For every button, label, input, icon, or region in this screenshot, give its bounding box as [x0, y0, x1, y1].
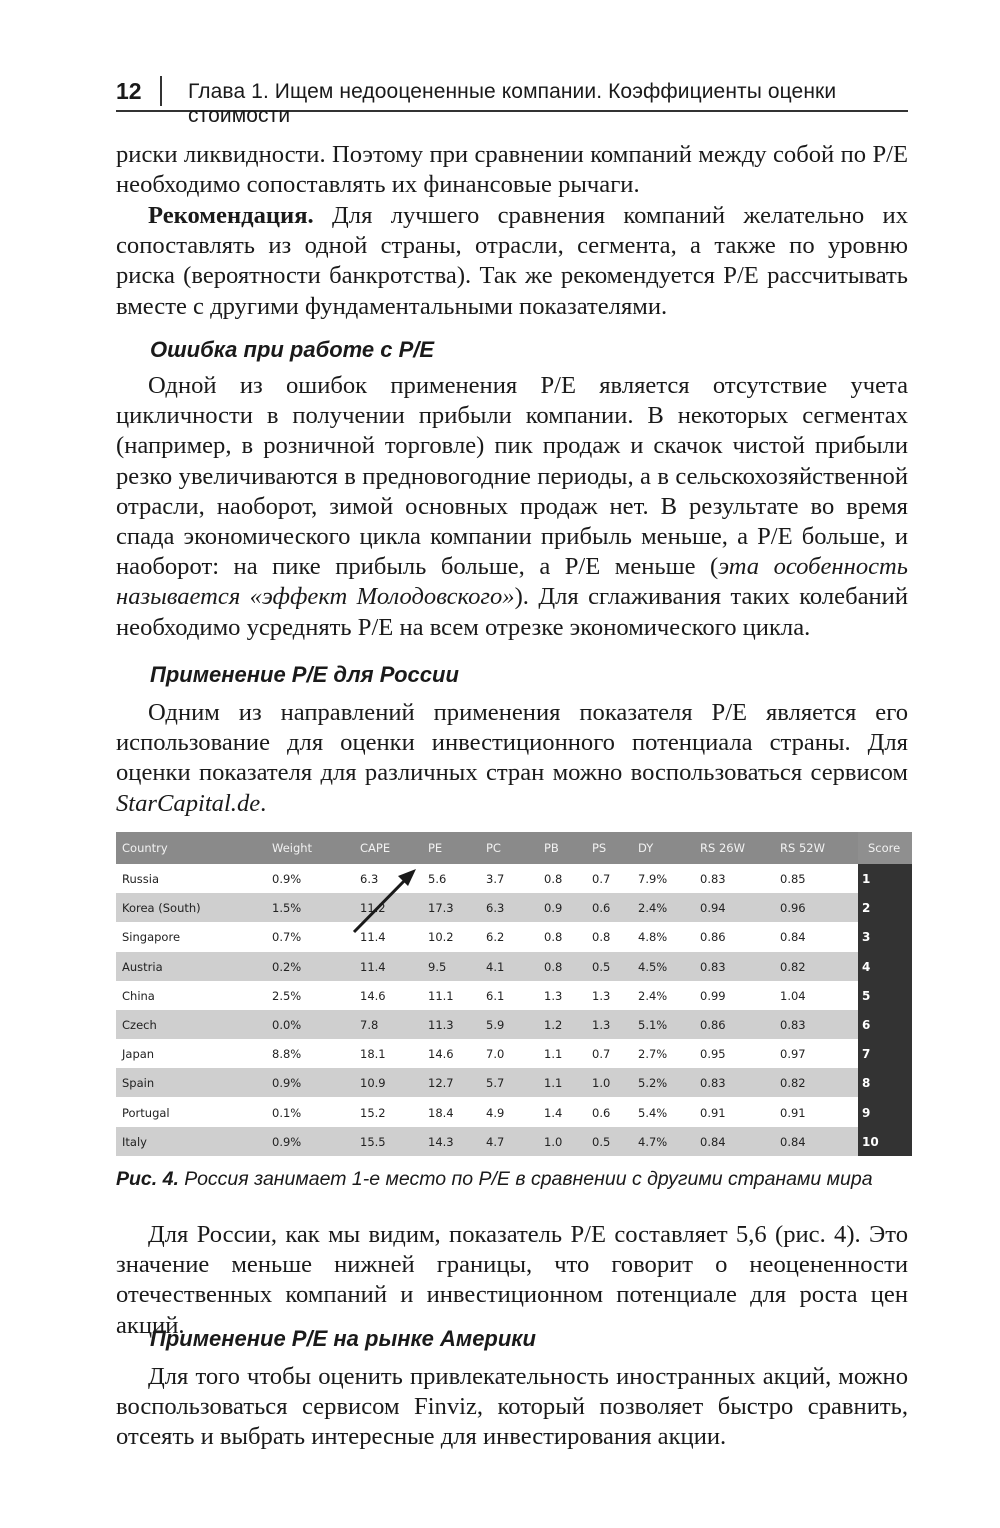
- table-cell: 4.7: [486, 1134, 505, 1149]
- score-cell: 6: [862, 1018, 871, 1032]
- table-cell: 12.7: [428, 1076, 454, 1091]
- table-cell: 3.7: [486, 872, 505, 886]
- table-cell: 0.7: [592, 1047, 611, 1062]
- table-cell: 0.1%: [272, 1105, 302, 1120]
- table-cell: 0.83: [700, 959, 726, 974]
- column-header: Country: [122, 841, 168, 855]
- table-cell: 0.99: [700, 988, 726, 1003]
- table-cell: 0.82: [780, 1076, 806, 1091]
- table-cell: 0.91: [700, 1105, 726, 1120]
- table-cell: 0.95: [700, 1047, 726, 1062]
- table-cell: 1.0: [544, 1134, 563, 1149]
- table-cell: 14.3: [428, 1134, 454, 1149]
- table-cell: 18.1: [360, 1047, 386, 1062]
- section-heading-error: Ошибка при работе с P/E: [150, 337, 435, 362]
- country-cell: Czech: [122, 1018, 157, 1032]
- error-text-2: ). Для сглаживания таких колебаний необходимо усреднять P/E на всем отрезке экономического цикла.: [116, 583, 908, 641]
- country-pe-table: [116, 832, 912, 1156]
- table-cell: 0.8: [592, 930, 611, 945]
- table-cell: 5.2%: [638, 1076, 668, 1091]
- country-cell: Singapore: [122, 930, 181, 945]
- paragraph-1: риски ликвидности. Поэтому при сравнении компаний между собой по P/E необходимо сопоставлять их финансовые рычаги.: [116, 141, 908, 199]
- column-header: Weight: [272, 841, 313, 855]
- table-cell: 0.86: [700, 930, 726, 945]
- country-cell: Japan: [122, 1047, 155, 1062]
- score-cell: 9: [862, 1105, 871, 1120]
- table-cell: 7.0: [486, 1047, 505, 1062]
- chapter-title: Глава 1. Ищем недооцененные компании. Коэффициенты оценки стоимости: [188, 80, 837, 127]
- paragraph-russia-result: Для России, как мы видим, показатель P/E составляет 5,6 (рис. 4). Это значение меньше нижней границы, что говорит о неоцененности отечественных компаний и инвестиционном потенциале для роста цен акций.: [116, 1221, 908, 1339]
- table-cell: 11.3: [428, 1018, 454, 1032]
- table-cell: 0.6: [592, 1105, 611, 1120]
- table-cell: 1.0: [592, 1076, 611, 1091]
- table-cell: 0.83: [700, 872, 726, 886]
- paragraph-russia: [116, 698, 908, 819]
- table-cell: 5.6: [428, 872, 447, 886]
- table-cell: 8.8%: [272, 1047, 302, 1062]
- score-cell: 7: [862, 1047, 871, 1062]
- table-cell: 14.6: [428, 1047, 454, 1062]
- table-cell: 18.4: [428, 1105, 454, 1120]
- table-cell: 0.83: [780, 1018, 806, 1032]
- section-heading-russia: Применение P/E для России: [150, 662, 459, 687]
- country-cell: China: [122, 988, 155, 1003]
- score-cell: 1: [862, 872, 871, 886]
- table-cell: 14.6: [360, 988, 386, 1003]
- table-cell: 0.82: [780, 959, 806, 974]
- table-cell: 0.8: [544, 959, 563, 974]
- score-cell: 8: [862, 1076, 871, 1091]
- table-cell: 0.84: [700, 1134, 726, 1149]
- table-cell: 0.9%: [272, 1134, 302, 1149]
- table-cell: 2.4%: [638, 988, 668, 1003]
- score-cell: 10: [862, 1134, 879, 1149]
- table-cell: 0.97: [780, 1047, 806, 1062]
- table-cell: 2.5%: [272, 988, 302, 1003]
- table-cell: 2.7%: [638, 1047, 668, 1062]
- country-cell: Korea (South): [122, 901, 201, 916]
- header-divider: [160, 76, 162, 106]
- paragraph-recommendation: [116, 201, 908, 322]
- table-cell: 0.7%: [272, 930, 302, 945]
- figure-caption: [116, 1168, 916, 1191]
- table-cell: 5.9: [486, 1018, 505, 1032]
- figure-label: Рис. 4.: [116, 1168, 179, 1190]
- score-cell: 3: [862, 930, 871, 945]
- table-cell: 7.8: [360, 1018, 379, 1032]
- table-cell: 0.91: [780, 1105, 806, 1120]
- table-cell: 1.3: [544, 988, 563, 1003]
- table-cell: 11.4: [360, 959, 386, 974]
- table-cell: 0.8: [544, 872, 563, 886]
- table-cell: 1.04: [780, 988, 806, 1003]
- table-cell: 6.2: [486, 930, 505, 945]
- table-cell: 0.0%: [272, 1018, 302, 1032]
- paragraph-america: Для того чтобы оценить привлекательность иностранных акций, можно воспользоваться сервисом Finviz, который позволяет быстро сравнить, отсеять и выбрать интересные для инвестирования акции.: [116, 1363, 908, 1451]
- table-cell: 0.9%: [272, 1076, 302, 1091]
- table-cell: 0.85: [780, 872, 806, 886]
- column-header: CAPE: [360, 841, 391, 855]
- table-cell: 17.3: [428, 901, 454, 916]
- table-cell: 0.9%: [272, 872, 302, 886]
- country-cell: Russia: [122, 872, 159, 886]
- country-cell: Austria: [122, 959, 163, 974]
- error-text-1: Одной из ошибок применения P/E является отсутствие учета цикличности в получении прибыли компании. В некоторых сегментах (например, в розничной торговле) пик продаж и скачок чистой прибыли резко увеличиваются в предновогодние периоды, а в сельскохозяйственной отрасли, наоборот, зимой основных продаж нет. В результате во время спада экономического цикла компании прибыль меньше, а P/E больше, и наоборот: на пике прибыль больше, а P/E меньше (: [116, 372, 908, 581]
- column-header: PC: [486, 841, 501, 855]
- column-header: DY: [638, 841, 654, 855]
- table-cell: 10.2: [428, 930, 454, 945]
- error-italic: эта особенность называется «эффект Молодовского»: [116, 553, 908, 611]
- table-cell: 1.1: [544, 1047, 563, 1062]
- table-cell: 0.8: [544, 930, 563, 945]
- section-heading-america: Применение P/E на рынке Америки: [150, 1326, 536, 1351]
- score-cell: 2: [862, 901, 871, 916]
- column-header: RS 52W: [780, 841, 825, 855]
- table-cell: 1.5%: [272, 901, 302, 916]
- recommendation-text: Для лучшего сравнения компаний желательно их сопоставлять из одной страны, отрасли, сегмента, а также по уровню риска (вероятности банкротства). Так же рекомендуется P/E рассчитывать вместе с другими фундаментальными показателями.: [116, 202, 908, 320]
- table-cell: 4.5%: [638, 959, 668, 974]
- table-cell: 7.9%: [638, 872, 668, 886]
- table-cell: 0.5: [592, 1134, 611, 1149]
- table-cell: 0.83: [700, 1076, 726, 1091]
- table-cell: 0.7: [592, 872, 611, 886]
- table-cell: 1.4: [544, 1105, 563, 1120]
- table-cell: 5.7: [486, 1076, 505, 1091]
- table-cell: 15.5: [360, 1134, 386, 1149]
- page-number: 12: [116, 78, 142, 104]
- table-cell: 6.3: [486, 901, 505, 916]
- table-cell: 0.6: [592, 901, 611, 916]
- table-cell: 10.9: [360, 1076, 386, 1091]
- table-cell: 1.3: [592, 1018, 611, 1032]
- table-cell: 9.5: [428, 959, 447, 974]
- table-cell: 11.4: [360, 930, 386, 945]
- table-cell: 0.2%: [272, 959, 302, 974]
- column-header: RS 26W: [700, 841, 745, 855]
- table-cell: 0.84: [780, 930, 806, 945]
- column-header: PB: [544, 841, 559, 855]
- table-cell: 5.4%: [638, 1105, 668, 1120]
- russia-text-1: Одним из направлений применения показателя P/E является его использование для оценки инвестиционного потенциала страны. Для оценки показателя для различных стран можно воспользоваться сервисом: [116, 699, 908, 787]
- table-cell: 1.1: [544, 1076, 563, 1091]
- table-cell: 0.5: [592, 959, 611, 974]
- table-cell: 6.1: [486, 988, 505, 1003]
- running-header: [116, 76, 908, 127]
- table-cell: 0.84: [780, 1134, 806, 1149]
- table-cell: 0.94: [700, 901, 726, 916]
- table-cell: 0.96: [780, 901, 806, 916]
- recommendation-label: Рекомендация.: [148, 202, 314, 229]
- score-cell: 4: [862, 959, 871, 974]
- table-cell: 5.1%: [638, 1018, 668, 1032]
- table-cell: 1.2: [544, 1018, 563, 1032]
- table-cell: 0.86: [700, 1018, 726, 1032]
- country-cell: Italy: [122, 1134, 147, 1149]
- starcapital-link: StarCapital.de: [116, 789, 261, 817]
- table-cell: 6.3: [360, 872, 379, 886]
- table-cell: 15.2: [360, 1105, 386, 1120]
- paragraph-error: [116, 371, 908, 643]
- column-header: PE: [428, 841, 443, 855]
- country-cell: Portugal: [122, 1105, 170, 1120]
- table-cell: 0.9: [544, 901, 563, 916]
- russia-text-2: .: [260, 789, 267, 817]
- score-header-label: Score: [868, 841, 901, 855]
- country-cell: Spain: [122, 1076, 155, 1091]
- table-cell: 1.3: [592, 988, 611, 1003]
- table-cell: 11.1: [428, 988, 454, 1003]
- table-cell: 4.1: [486, 959, 505, 974]
- table-cell: 4.9: [486, 1105, 505, 1120]
- table-cell: 4.7%: [638, 1134, 668, 1149]
- figure-caption-text: Россия занимает 1-е место по P/E в сравнении с другими странами мира: [178, 1168, 873, 1190]
- table-cell: 4.8%: [638, 930, 668, 945]
- table-cell: 11.2: [360, 901, 386, 916]
- score-cell: 5: [862, 988, 871, 1003]
- column-header: PS: [592, 841, 607, 855]
- highlight-arrow-icon: [116, 832, 912, 1156]
- table-cell: 2.4%: [638, 901, 668, 916]
